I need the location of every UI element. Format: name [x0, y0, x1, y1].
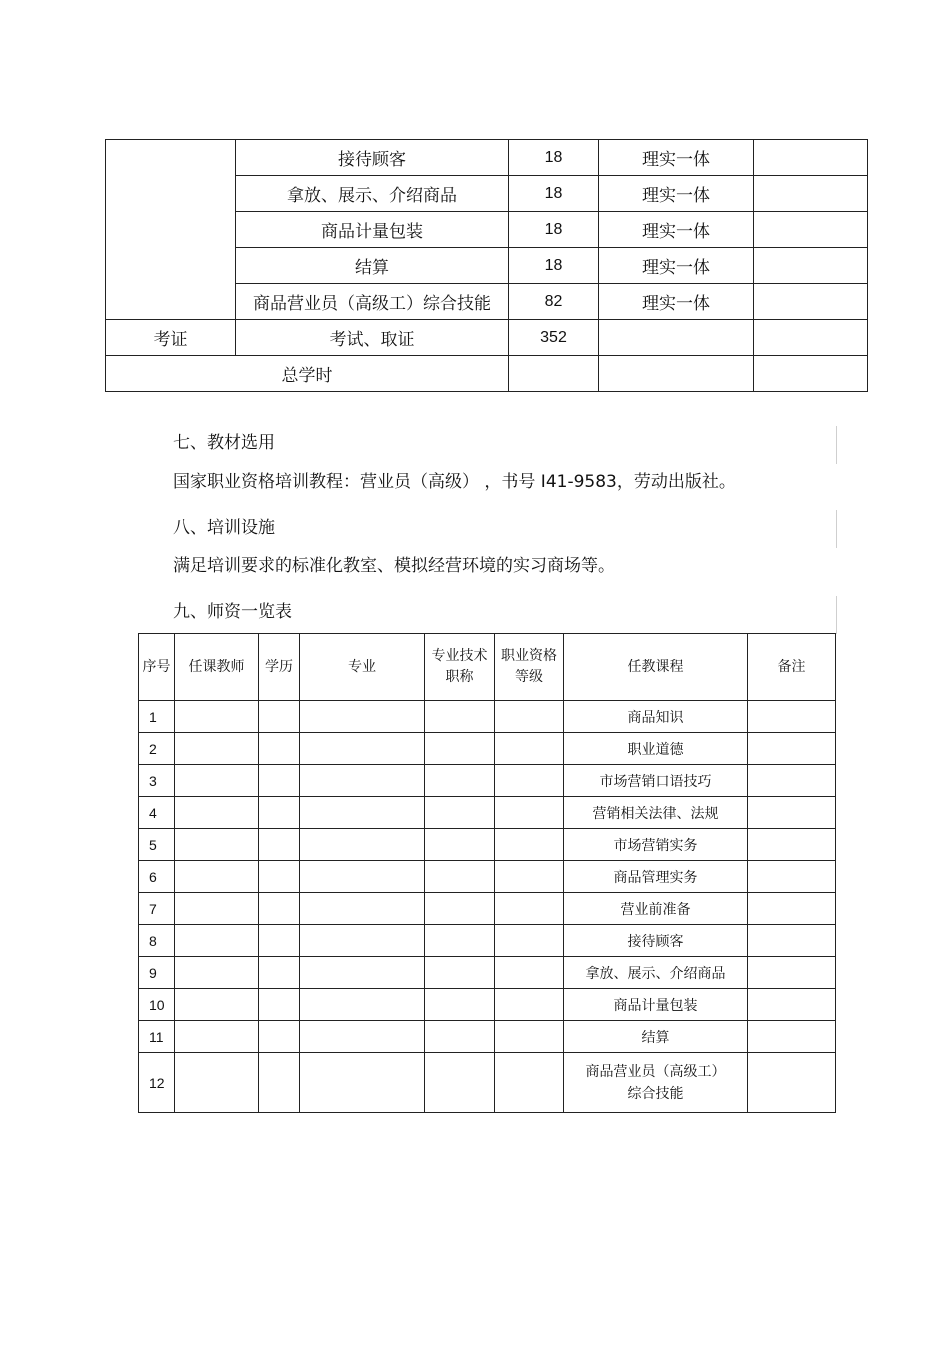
table-row [139, 861, 836, 893]
remark-cell [754, 284, 868, 320]
header-qualification: 职业资格等级 [495, 634, 564, 701]
header-row [139, 634, 836, 701]
teaching-mode: 理实一体 [599, 284, 754, 320]
course-hours: 18 [509, 176, 599, 212]
teacher-roster-table [138, 633, 836, 1113]
row-seq: 6 [139, 861, 175, 893]
row-course: 市场营销实务 [564, 829, 748, 861]
teaching-mode: 理实一体 [599, 140, 754, 176]
course-hours: 82 [509, 284, 599, 320]
row-seq: 2 [139, 733, 175, 765]
teaching-mode [599, 356, 754, 392]
course-name: 结算 [236, 248, 509, 284]
remark-cell [754, 320, 868, 356]
teaching-mode: 理实一体 [599, 212, 754, 248]
remark-cell [754, 140, 868, 176]
remark-cell [754, 212, 868, 248]
course-name: 接待顾客 [236, 140, 509, 176]
category-cell: 考证 [106, 320, 236, 356]
row-seq: 4 [139, 797, 175, 829]
row-seq: 12 [139, 1053, 175, 1113]
row-seq: 9 [139, 957, 175, 989]
header-major: 专业 [300, 634, 425, 701]
table-row [139, 925, 836, 957]
header-education: 学历 [259, 634, 300, 701]
divider [836, 596, 837, 634]
table-row [106, 320, 868, 356]
row-seq: 10 [139, 989, 175, 1021]
table-row [139, 989, 836, 1021]
row-course-line: 综合技能 [627, 1085, 684, 1102]
header-course: 任教课程 [564, 634, 748, 701]
table-row [139, 1021, 836, 1053]
table-row [106, 140, 868, 176]
remark-cell [754, 356, 868, 392]
row-seq: 1 [139, 701, 175, 733]
row-course: 商品计量包装 [564, 989, 748, 1021]
divider [836, 426, 837, 464]
table-row [139, 733, 836, 765]
row-seq: 5 [139, 829, 175, 861]
table-row [139, 701, 836, 733]
remark-cell [754, 176, 868, 212]
total-hours-value [509, 356, 599, 392]
row-course: 市场营销口语技巧 [564, 765, 748, 797]
section-heading-textbook: 七、教材选用 [173, 433, 275, 453]
course-hours: 18 [509, 140, 599, 176]
row-seq: 11 [139, 1021, 175, 1053]
header-seq: 序号 [139, 634, 175, 701]
total-hours-label: 总学时 [106, 356, 509, 392]
facilities-text: 满足培训要求的标准化教室、模拟经营环境的实习商场等。 [173, 556, 615, 576]
table-row [139, 1053, 836, 1113]
header-remark: 备注 [748, 634, 836, 701]
textbook-text: 国家职业资格培训教程：营业员（高级） ，书号 I41-9583，劳动出版社。 [173, 472, 736, 492]
course-hours: 18 [509, 248, 599, 284]
row-course-line: 商品营业员（高级工） [585, 1063, 726, 1080]
teaching-mode [599, 320, 754, 356]
teaching-mode: 理实一体 [599, 248, 754, 284]
course-name: 拿放、展示、介绍商品 [236, 176, 509, 212]
teaching-mode: 理实一体 [599, 176, 754, 212]
row-seq: 7 [139, 893, 175, 925]
course-hours: 18 [509, 212, 599, 248]
row-seq: 8 [139, 925, 175, 957]
header-title: 专业技术职称 [425, 634, 495, 701]
section-heading-facilities: 八、培训设施 [173, 518, 275, 538]
table-row [106, 356, 868, 392]
course-name: 考试、取证 [236, 320, 509, 356]
table-row [139, 957, 836, 989]
row-course: 商品管理实务 [564, 861, 748, 893]
table-row [139, 765, 836, 797]
row-course: 结算 [564, 1021, 748, 1053]
course-name: 商品计量包装 [236, 212, 509, 248]
table-row [139, 797, 836, 829]
remark-cell [754, 248, 868, 284]
header-teacher: 任课教师 [175, 634, 259, 701]
row-seq: 3 [139, 765, 175, 797]
course-hours: 352 [509, 320, 599, 356]
row-course: 商品知识 [564, 701, 748, 733]
row-course: 接待顾客 [564, 925, 748, 957]
divider [836, 510, 837, 548]
section-heading-teachers: 九、师资一览表 [173, 602, 292, 622]
row-course: 营业前准备 [564, 893, 748, 925]
row-course: 拿放、展示、介绍商品 [564, 957, 748, 989]
table-row [139, 893, 836, 925]
category-cell [106, 140, 236, 320]
course-name: 商品营业员（高级工）综合技能 [236, 284, 509, 320]
row-course: 营销相关法律、法规 [564, 797, 748, 829]
row-course: 职业道德 [564, 733, 748, 765]
table-row [139, 829, 836, 861]
row-course [564, 1053, 748, 1113]
course-schedule-table [105, 139, 868, 392]
